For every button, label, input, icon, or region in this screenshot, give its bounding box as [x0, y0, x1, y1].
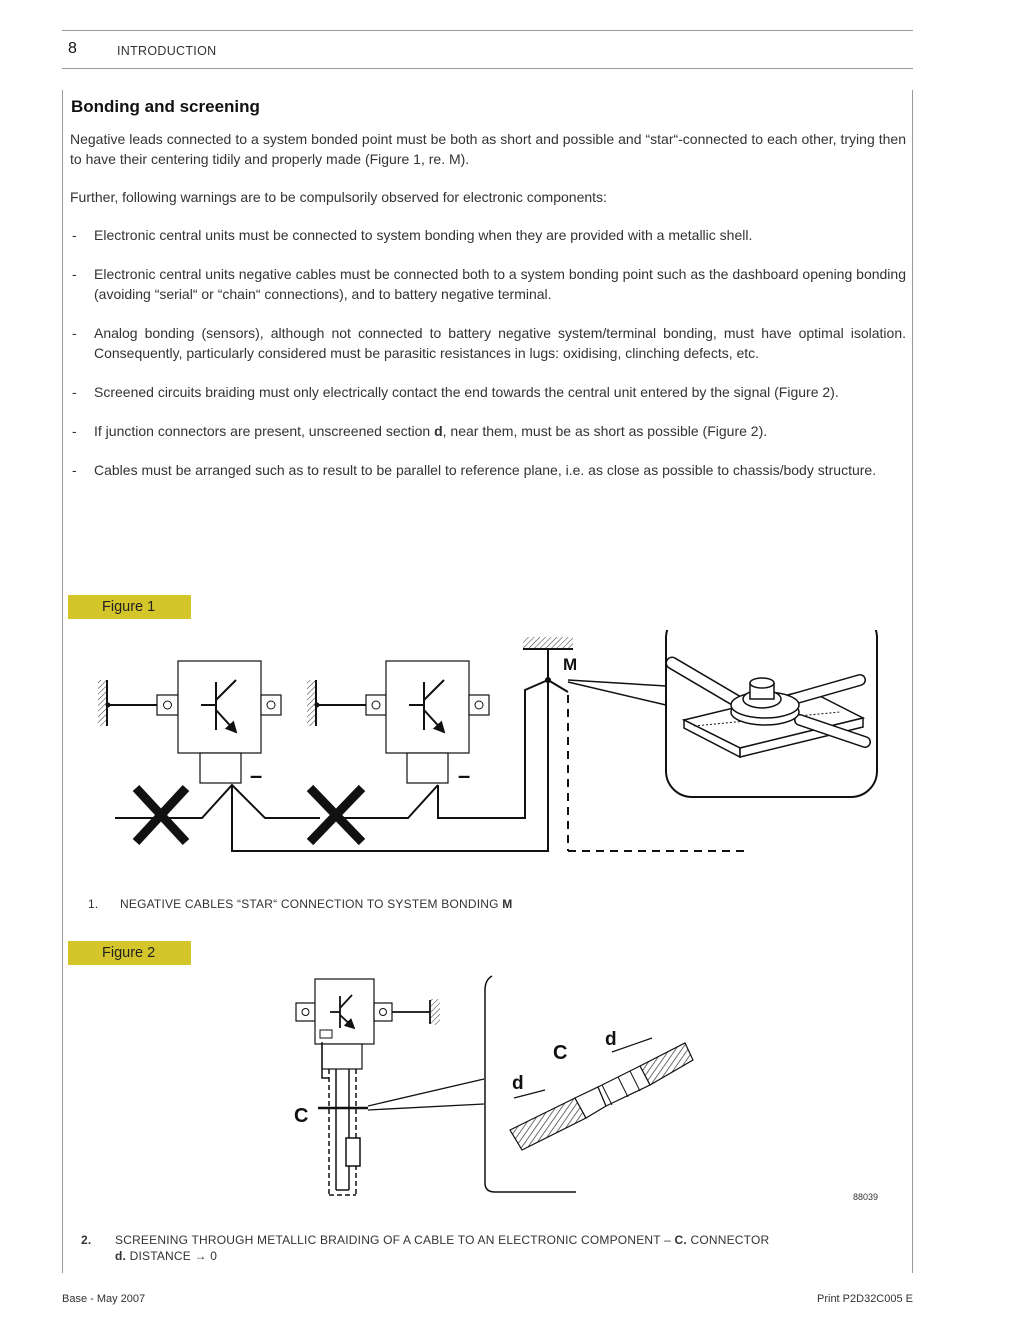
bullet-dash: -	[72, 462, 77, 478]
figure-2-caption-d: d.	[115, 1249, 127, 1263]
list-item	[70, 323, 906, 363]
braided-cable-connector-illustration	[510, 1043, 693, 1150]
figure-1-diagram	[90, 630, 890, 870]
marker-m: M	[563, 655, 578, 674]
marker-d-top: d	[605, 1029, 617, 1050]
minus-sign-2: –	[458, 763, 471, 788]
footer-left: Base - May 2007	[62, 1293, 146, 1305]
figure-1-label: Figure 1	[68, 595, 191, 619]
page-number: 8	[68, 40, 77, 57]
bullet-text-after: , near them, must be as short as possible (Figure 2).	[442, 423, 768, 439]
figure-code: 88039	[853, 1192, 879, 1202]
figure-1-caption-text: NEGATIVE CABLES “STAR“ CONNECTION TO SYSTEM BONDING	[120, 897, 503, 911]
bullet-text: Screened circuits braiding must only electrically contact the end towards the central unit entered by the signal (Figure 2).	[94, 384, 839, 400]
electronic-unit-1	[157, 661, 281, 783]
footer-right: Print P2D32C005 E	[817, 1293, 913, 1305]
cross-icon	[136, 788, 186, 842]
ground-symbol-icon	[98, 680, 107, 726]
list-item	[70, 460, 906, 480]
ground-symbol-icon	[431, 999, 440, 1025]
bullet-text: Analog bonding (sensors), although not connected to battery negative system/terminal bonding, must have optimal isolation. Consequently, particularly considered must be parasitic resistances in lugs: oxidising, clinching defects, etc.	[94, 325, 906, 361]
figure-1-caption-ref: M	[502, 897, 513, 911]
right-frame-line	[912, 90, 913, 1273]
list-item	[70, 225, 906, 245]
bullet-text: Electronic central units negative cables must be connected both to a system bonding point such as the dashboard opening bonding (avoiding “serial“ or “chain“ connections), and to battery negative terminal.	[94, 266, 906, 302]
section-title: Bonding and screening	[71, 97, 260, 116]
figure-2-caption-line-1	[115, 1233, 769, 1247]
figure-2-caption-distance: DISTANCE → 0	[126, 1249, 218, 1263]
figure-2-caption-line-2	[115, 1249, 217, 1263]
figure-2-caption-text: SCREENING THROUGH METALLIC BRAIDING OF A CABLE TO AN ELECTRONIC COMPONENT –	[115, 1233, 675, 1247]
left-frame-line	[62, 90, 63, 1273]
bullet-text: Electronic central units must be connected to system bonding when they are provided with a metallic shell.	[94, 227, 753, 243]
list-item	[70, 382, 906, 402]
marker-d-left: d	[512, 1073, 524, 1094]
header-section-title: INTRODUCTION	[117, 44, 217, 58]
cross-icon	[310, 788, 362, 842]
paragraph-intro: Negative leads connected to a system bonded point must be both as short and possible and “star“-connected to each other, trying then to have their centering tidily and properly made (Figure 1, re. M).	[70, 131, 906, 167]
bullet-text-before: If junction connectors are present, unscreened section	[94, 423, 435, 439]
figure-2-label: Figure 2	[68, 941, 191, 965]
bullet-dash: -	[72, 266, 77, 282]
bullet-bold-d: d	[434, 423, 443, 439]
paragraph-warnings: Further, following warnings are to be compulsorily observed for electronic components:	[70, 189, 607, 205]
electronic-unit-2	[366, 661, 489, 783]
figure-2-caption-number: 2.	[81, 1233, 92, 1247]
list-item	[70, 421, 906, 441]
figure-1-caption	[120, 897, 512, 911]
figure-2-diagram	[280, 970, 720, 1200]
minus-sign-1: –	[250, 763, 263, 788]
ground-symbol-icon	[523, 637, 573, 649]
header-bottom-rule	[62, 68, 913, 69]
figure-2-caption-connector: CONNECTOR	[686, 1233, 770, 1247]
marker-c: C	[294, 1105, 309, 1127]
header-top-rule	[62, 30, 913, 31]
bullet-dash: -	[72, 423, 77, 439]
figure-2-caption-c: C.	[674, 1233, 687, 1247]
bullet-text	[94, 421, 906, 441]
bullet-dash: -	[72, 325, 77, 341]
bonding-detail-illustration	[666, 630, 877, 797]
ground-symbol-icon	[307, 680, 316, 726]
bullet-dash: -	[72, 384, 77, 400]
electronic-unit-3	[296, 979, 392, 1069]
bullet-dash: -	[72, 227, 77, 243]
bullet-text: Cables must be arranged such as to result to be parallel to reference plane, i.e. as close as possible to chassis/body structure.	[94, 462, 877, 478]
figure-1-caption-number: 1.	[88, 897, 99, 911]
marker-c-detail: C	[553, 1042, 568, 1064]
list-item	[70, 264, 906, 304]
